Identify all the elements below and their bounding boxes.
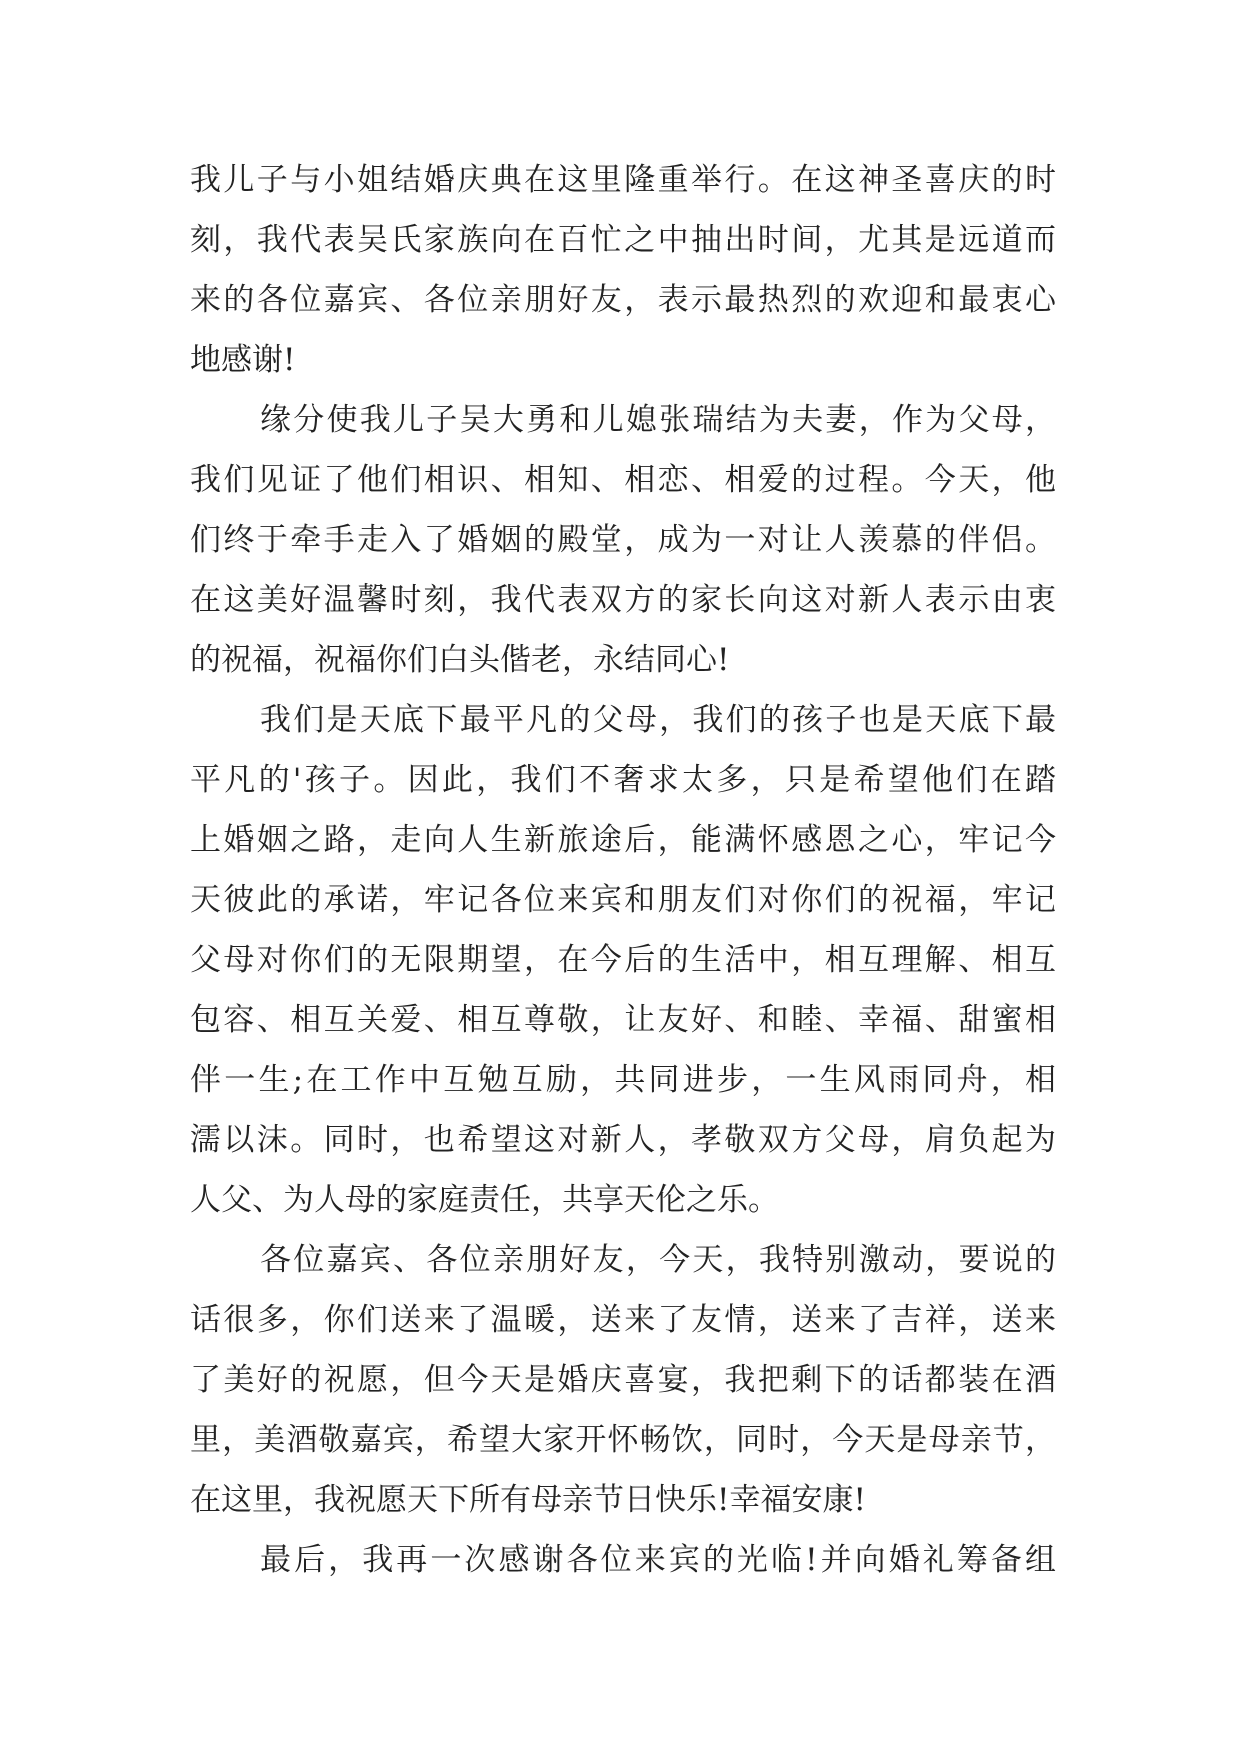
text-line: 在这美好温馨时刻，我代表双方的家长向这对新人表示由衷: [190, 582, 1056, 618]
text-line: 话很多，你们送来了温暖，送来了友情，送来了吉祥，送来: [190, 1302, 1056, 1338]
text-line: 缘分使我儿子吴大勇和儿媳张瑞结为夫妻，作为父母，: [260, 402, 1056, 438]
text-line: 各位嘉宾、各位亲朋好友，今天，我特别激动，要说的: [260, 1242, 1056, 1278]
text-line: 伴一生;在工作中互勉互励，共同进步，一生风雨同舟，相: [190, 1062, 1056, 1098]
text-line: 上婚姻之路，走向人生新旅途后，能满怀感恩之心，牢记今: [190, 822, 1056, 858]
text-line: 地感谢!: [190, 342, 296, 378]
document-body: [190, 150, 1056, 1590]
text-line: 来的各位嘉宾、各位亲朋好友，表示最热烈的欢迎和最衷心: [190, 282, 1056, 318]
text-line: 在这里，我祝愿天下所有母亲节日快乐!幸福安康!: [190, 1482, 866, 1518]
text-line: 的祝福，祝福你们白头偕老，永结同心!: [190, 642, 730, 678]
text-line: 刻，我代表吴氏家族向在百忙之中抽出时间，尤其是远道而: [190, 222, 1056, 258]
text-line: 人父、为人母的家庭责任，共享天伦之乐。: [190, 1182, 779, 1218]
text-line: 最后，我再一次感谢各位来宾的光临!并向婚礼筹备组: [260, 1542, 1056, 1578]
text-line: 们终于牵手走入了婚姻的殿堂，成为一对让人羡慕的伴侣。: [190, 522, 1056, 558]
text-line: 我们是天底下最平凡的父母，我们的孩子也是天底下最: [260, 702, 1056, 738]
text-line: 天彼此的承诺，牢记各位来宾和朋友们对你们的祝福，牢记: [190, 882, 1056, 918]
text-line: 了美好的祝愿，但今天是婚庆喜宴，我把剩下的话都装在酒: [190, 1362, 1056, 1398]
text-line: 濡以沫。同时，也希望这对新人，孝敬双方父母，肩负起为: [190, 1122, 1056, 1158]
text-line: 我们见证了他们相识、相知、相恋、相爱的过程。今天，他: [190, 462, 1056, 498]
text-line: 里，美酒敬嘉宾，希望大家开怀畅饮，同时，今天是母亲节，: [190, 1422, 1056, 1458]
text-line: 平凡的'孩子。因此，我们不奢求太多，只是希望他们在踏: [190, 762, 1056, 798]
text-line: 父母对你们的无限期望，在今后的生活中，相互理解、相互: [190, 942, 1056, 978]
text-line: 我儿子与小姐结婚庆典在这里隆重举行。在这神圣喜庆的时: [190, 162, 1056, 198]
text-line: 包容、相互关爱、相互尊敬，让友好、和睦、幸福、甜蜜相: [190, 1002, 1056, 1038]
